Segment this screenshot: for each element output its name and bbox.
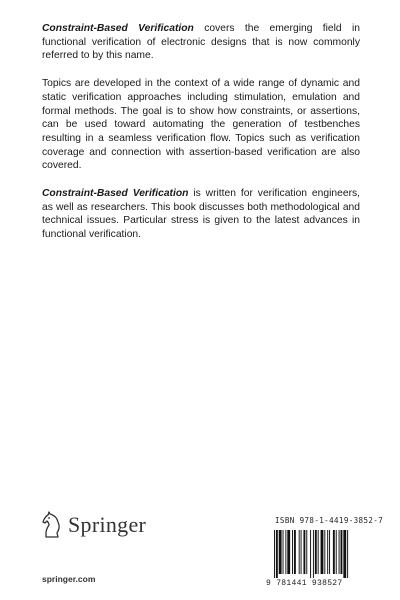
barcode-bar — [294, 530, 296, 574]
book-title-1: Constraint-Based Verification — [42, 23, 194, 34]
barcode-bar — [336, 530, 337, 574]
barcode-bar — [347, 530, 348, 578]
barcode-bar — [339, 530, 340, 574]
barcode-bar — [321, 530, 324, 574]
springer-knight-icon — [40, 510, 64, 540]
paragraph-3-body: is written for verification engineers, as well as researchers. This book discusses both methodological and technical issues. Particular stress is given to the latest advances in functional verification. — [42, 188, 361, 241]
paragraph-2: Topics are developed in the context of a wide range of dynamic and static verification approaches including stimulation, emulation and formal methods. The goal is to show how constraints, or assertions, can be used toward automating the generation of testbenches resulting in a seamless verification flow. Topics such as verification coverage and connection with assertion-based verification are also covered. — [42, 78, 360, 172]
barcode-bar — [285, 530, 286, 574]
paragraph-1-body: covers the emerging field in functional verification of electronic designs that is now commonly referred to by this name. — [42, 23, 361, 62]
barcode-bar — [274, 530, 275, 578]
paragraph-3 — [42, 187, 360, 242]
barcode-bar — [327, 530, 328, 574]
barcode-bar — [310, 530, 311, 578]
barcode-bar — [318, 530, 319, 574]
barcode-bar — [315, 530, 317, 574]
barcode-bar — [287, 530, 290, 574]
barcode-bar — [283, 530, 284, 574]
springer-logo — [40, 510, 146, 540]
barcode-bar — [279, 530, 282, 574]
barcode-bar — [299, 530, 300, 574]
barcode-bar — [276, 530, 278, 578]
barcode-bar — [301, 530, 302, 574]
barcode-bar — [292, 530, 293, 574]
publisher-name: Springer — [68, 512, 147, 537]
barcode — [272, 530, 382, 578]
barcode-bar — [306, 530, 307, 574]
barcode-bar — [341, 530, 343, 574]
barcode-digits: 9 781441 938527 — [266, 579, 343, 588]
barcode-bar — [303, 530, 305, 574]
barcode-bar — [329, 530, 330, 574]
book-title-2: Constraint-Based Verification — [42, 188, 189, 200]
barcode-bar — [313, 530, 314, 578]
publisher-url: springer.com — [42, 574, 96, 584]
isbn-label: ISBN 978-1-4419-3852-7 — [275, 516, 384, 525]
paragraph-1 — [42, 22, 360, 63]
barcode-bar — [333, 530, 335, 574]
barcode-bar — [324, 530, 325, 574]
blurb-text — [42, 22, 360, 256]
barcode-bar — [343, 530, 346, 578]
